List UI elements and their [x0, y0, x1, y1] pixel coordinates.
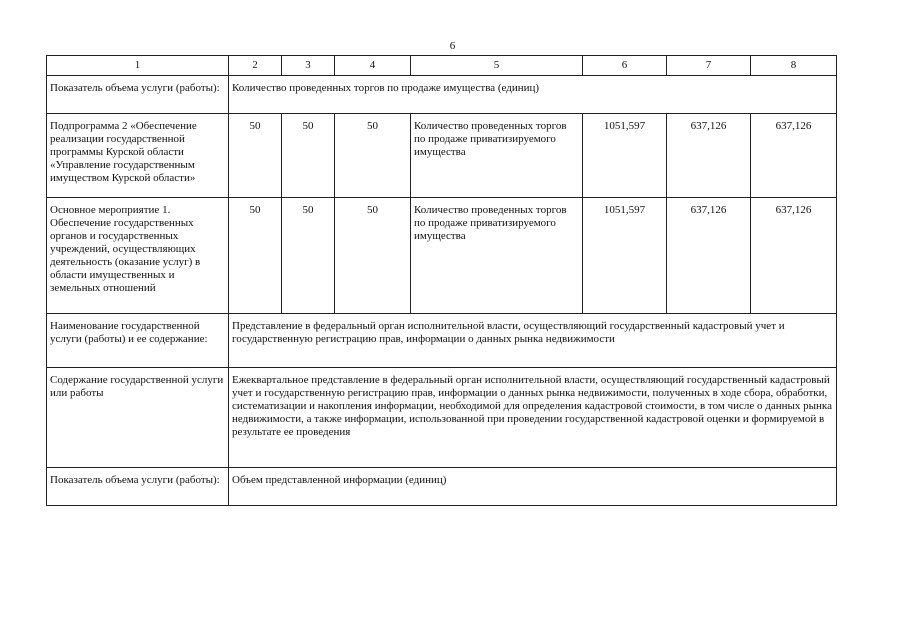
row-text: Количество проведенных торгов по продаже имущества (единиц)	[229, 76, 837, 114]
value-cell: 50	[282, 198, 335, 314]
value-cell: 50	[335, 114, 411, 198]
header-cell: 5	[411, 56, 583, 76]
row-text: Объем представленной информации (единиц)	[229, 468, 837, 506]
table-row	[47, 314, 837, 368]
row-label: Основное мероприятие 1. Обеспечение государственных органов и государственных учреждений, осуществляющих деятельность (оказание услуг) в области имущественных и земельных отношений	[47, 198, 229, 314]
row-label: Наименование государственной услуги (работы) и ее содержание:	[47, 314, 229, 368]
table-row	[47, 114, 837, 198]
value-cell: 50	[229, 114, 282, 198]
table-row	[47, 468, 837, 506]
table-row	[47, 76, 837, 114]
row-text: Ежеквартальное представление в федеральный орган исполнительной власти, осуществляющий государственный кадастровый учет и государственную регистрацию прав, информации о данных рынка недвижимости, полученных в ходе сбора, обработки, систематизации и накопления информации, необходимой для определения кадастровой стоимости, в том числе о данных рынка недвижимости, а также информации, использованной при проведении государственной кадастровой оценки и формируемой в результате ее проведения	[229, 368, 837, 468]
table-row	[47, 368, 837, 468]
header-cell: 1	[47, 56, 229, 76]
indicator-cell: Количество проведенных торгов по продаже приватизируемого имущества	[411, 114, 583, 198]
row-text: Представление в федеральный орган исполнительной власти, осуществляющий государственный кадастровый учет и государственную регистрацию прав, информации о данных рынка недвижимости	[229, 314, 837, 368]
row-label: Подпрограмма 2 «Обеспечение реализации государственной программы Курской области «Управление государственным имуществом Курской области»	[47, 114, 229, 198]
row-label: Показатель объема услуги (работы):	[47, 76, 229, 114]
document-table	[46, 55, 837, 506]
header-cell: 3	[282, 56, 335, 76]
value-cell: 637,126	[751, 114, 837, 198]
value-cell: 1051,597	[583, 198, 667, 314]
page-number: 6	[449, 40, 456, 52]
value-cell: 50	[282, 114, 335, 198]
row-label: Показатель объема услуги (работы):	[47, 468, 229, 506]
value-cell: 637,126	[751, 198, 837, 314]
table-row	[47, 198, 837, 314]
value-cell: 637,126	[667, 114, 751, 198]
value-cell: 50	[335, 198, 411, 314]
header-cell: 8	[751, 56, 837, 76]
header-cell: 7	[667, 56, 751, 76]
value-cell: 1051,597	[583, 114, 667, 198]
header-cell: 4	[335, 56, 411, 76]
header-cell: 6	[583, 56, 667, 76]
value-cell: 637,126	[667, 198, 751, 314]
row-label: Содержание государственной услуги или работы	[47, 368, 229, 468]
header-row	[47, 56, 837, 76]
header-cell: 2	[229, 56, 282, 76]
indicator-cell: Количество проведенных торгов по продаже приватизируемого имущества	[411, 198, 583, 314]
value-cell: 50	[229, 198, 282, 314]
